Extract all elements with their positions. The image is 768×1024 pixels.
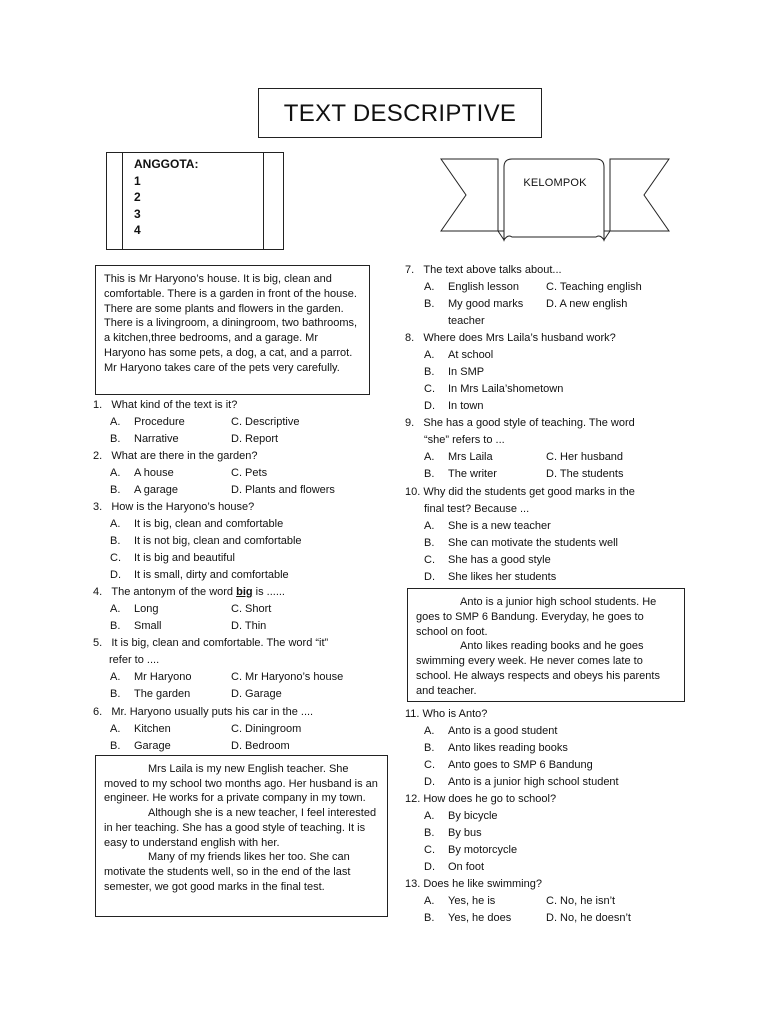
question-text-end: is ...... [252, 586, 285, 598]
option-d[interactable]: In town [448, 400, 484, 412]
question-text: Mr. Haryono usually puts his car in the .... [111, 706, 314, 718]
option-b[interactable]: It is not big, clean and comfortable [134, 535, 302, 547]
question-12 [405, 791, 705, 876]
option-a[interactable]: Long [134, 603, 159, 615]
option-b-continued: teacher [448, 315, 485, 327]
option-d[interactable]: Anto is a junior high school student [448, 776, 619, 788]
option-d[interactable]: She likes her students [448, 571, 557, 583]
question-1 [93, 397, 383, 448]
option-a[interactable]: It is big, clean and comfortable [134, 518, 284, 530]
question-number: 11. [405, 708, 420, 720]
passage-paragraph: Mrs Laila is my new English teacher. She moved to my school two months ago. Her husband is an engineer. He works for a private company in my town. [104, 763, 378, 805]
option-letter: A. [424, 810, 435, 822]
anggota-item: 4 [134, 223, 141, 237]
option-letter: B. [424, 298, 435, 310]
question-number: 2. [93, 450, 103, 462]
question-text: Where does Mrs Laila’s husband work? [423, 332, 616, 344]
option-letter: B. [424, 537, 435, 549]
option-d[interactable]: D. The students [546, 468, 624, 480]
option-letter: B. [424, 827, 435, 839]
question-number: 8. [405, 332, 415, 344]
question-number: 5. [93, 637, 103, 649]
passage-paragraph: Many of my friends likes her too. She can motivate the students well, so in the end of the last semester, we got good marks in the final test. [104, 851, 351, 893]
option-letter: B. [424, 366, 435, 378]
option-b[interactable]: A garage [134, 484, 179, 496]
underlined-word: big [236, 586, 253, 598]
option-a[interactable]: She is a new teacher [448, 520, 551, 532]
option-letter: B. [110, 620, 121, 632]
option-c[interactable]: She has a good style [448, 554, 551, 566]
question-text-continued: “she” refers to ... [424, 434, 505, 446]
option-a[interactable]: A house [134, 467, 174, 479]
option-letter: A. [110, 518, 121, 530]
option-b[interactable]: Garage [134, 740, 171, 752]
option-letter: C. [424, 383, 435, 395]
option-d[interactable]: D. Bedroom [231, 740, 290, 752]
option-c[interactable]: C. Descriptive [231, 416, 300, 428]
option-letter: C. [424, 759, 435, 771]
option-d[interactable]: D. Garage [231, 688, 282, 700]
question-10 [405, 484, 705, 586]
option-c[interactable]: C. Short [231, 603, 272, 615]
question-2 [93, 448, 383, 499]
question-9 [405, 415, 705, 483]
option-c[interactable]: C. Diningroom [231, 723, 302, 735]
question-7 [405, 262, 705, 330]
option-d[interactable]: D. A new english [546, 298, 628, 310]
anggota-item: 1 [134, 173, 141, 188]
option-letter: A. [110, 723, 121, 735]
question-11 [405, 706, 705, 791]
option-letter: A. [110, 603, 121, 615]
option-c[interactable]: C. Her husband [546, 451, 624, 463]
question-text: It is big, clean and comfortable. The word “it” [111, 637, 329, 649]
question-number: 10. [405, 486, 421, 498]
option-b[interactable]: Anto likes reading books [448, 742, 568, 754]
option-letter: A. [424, 725, 435, 737]
question-number: 12. [405, 793, 421, 805]
passage-mrs-laila [95, 755, 388, 917]
anggota-item: 3 [134, 206, 141, 221]
option-d[interactable]: D. Plants and flowers [231, 484, 335, 496]
option-b[interactable]: The writer [448, 468, 497, 480]
option-letter: B. [110, 688, 121, 700]
question-text: Who is Anto? [422, 708, 488, 720]
option-letter: B. [424, 468, 435, 480]
option-c[interactable]: Anto goes to SMP 6 Bandung [448, 759, 593, 771]
option-letter: A. [424, 349, 435, 361]
question-number: 1. [93, 399, 103, 411]
option-letter: D. [110, 569, 121, 581]
question-number: 3. [93, 501, 103, 513]
question-13 [405, 876, 705, 927]
option-letter: B. [110, 433, 121, 445]
option-a[interactable]: By bicycle [448, 810, 498, 822]
question-text: She has a good style of teaching. The word [423, 417, 635, 429]
anggota-label: ANGGOTA: [134, 157, 199, 171]
option-letter: C. [424, 554, 435, 566]
passage-anto [407, 588, 685, 702]
option-letter: A. [424, 281, 435, 293]
option-letter: A. [424, 895, 435, 907]
option-letter: D. [424, 400, 435, 412]
question-text-continued: refer to .... [109, 654, 160, 666]
option-b[interactable]: The garden [134, 688, 191, 700]
option-b[interactable]: Narrative [134, 433, 179, 445]
passage-paragraph: Although she is a new teacher, I feel interested in her teaching. She has a good style of teaching. It is easy to understand english with her. [104, 807, 377, 849]
kelompok-ribbon [440, 158, 670, 250]
option-c[interactable]: C. Mr Haryono’s house [231, 671, 344, 683]
question-text: How does he go to school? [423, 793, 557, 805]
option-a[interactable]: Procedure [134, 416, 185, 428]
question-text: How is the Haryono’s house? [111, 501, 255, 513]
question-text-continued: final test? Because ... [424, 503, 530, 515]
question-5 [93, 635, 383, 703]
passage-paragraph: Anto likes reading books and he goes swimming every week. He never comes late to school. He always respects and obeys his parents and teacher. [416, 640, 660, 697]
question-text: What are there in the garden? [111, 450, 258, 462]
option-b[interactable]: She can motivate the students well [448, 537, 618, 549]
option-letter: B. [424, 912, 435, 924]
option-letter: C. [424, 844, 435, 856]
question-text: The antonym of the word [111, 586, 237, 598]
option-letter: A. [424, 451, 435, 463]
option-d[interactable]: D. No, he doesn’t [546, 912, 631, 924]
option-letter: B. [424, 742, 435, 754]
option-d[interactable]: D. Report [231, 433, 279, 445]
option-c[interactable]: C. Teaching english [546, 281, 642, 293]
question-number: 9. [405, 417, 415, 429]
option-letter: D. [424, 861, 435, 873]
option-c[interactable]: C. Pets [231, 467, 268, 479]
option-a[interactable]: English lesson [448, 281, 519, 293]
kelompok-label: KELOMPOK [523, 177, 587, 189]
option-a[interactable]: Mr Haryono [134, 671, 192, 683]
question-number: 7. [405, 264, 415, 276]
question-text: Does he like swimming? [423, 878, 542, 890]
option-c[interactable]: By motorcycle [448, 844, 518, 856]
option-a[interactable]: Anto is a good student [448, 725, 558, 737]
option-a[interactable]: Kitchen [134, 723, 171, 735]
option-d[interactable]: It is small, dirty and comfortable [134, 569, 289, 581]
option-letter: B. [110, 535, 121, 547]
option-letter: A. [110, 671, 121, 683]
question-text: Why did the students get good marks in the [423, 486, 635, 498]
question-number: 13. [405, 878, 421, 890]
question-number: 6. [93, 706, 103, 718]
option-b[interactable]: By bus [448, 827, 482, 839]
option-letter: D. [424, 776, 435, 788]
option-a[interactable]: Mrs Laila [448, 451, 493, 463]
option-c[interactable]: In Mrs Laila’shometown [448, 383, 564, 395]
option-b[interactable]: Yes, he does [448, 912, 512, 924]
option-b[interactable]: Small [134, 620, 162, 632]
question-4 [93, 584, 383, 635]
option-letter: B. [110, 484, 121, 496]
anggota-list [134, 156, 198, 239]
anggota-item: 2 [134, 190, 141, 204]
option-a[interactable]: At school [448, 349, 494, 361]
option-d[interactable]: D. Thin [231, 620, 267, 632]
question-6 [93, 704, 383, 755]
option-c[interactable]: C. No, he isn’t [546, 895, 616, 907]
question-text: The text above talks about... [423, 264, 562, 276]
option-letter: B. [110, 740, 121, 752]
question-3 [93, 499, 383, 584]
passage-paragraph: Anto is a junior high school students. He goes to SMP 6 Bandung. Everyday, he goes to school on foot. [416, 596, 657, 638]
option-letter: A. [110, 416, 121, 428]
passage-haryono: This is Mr Haryono’s house. It is big, clean and comfortable. There is a garden in front of the house. There are some plants and flowers in the garden. There is a livingroom, a diningroom, two bathrooms, a kitchen,three bedrooms, and a garage. Mr Haryono has some pets, a dog, a cat, and a parrot. Mr Haryono takes care of the pets very carefully. [95, 265, 370, 395]
option-letter: D. [424, 571, 435, 583]
option-letter: A. [110, 467, 121, 479]
option-letter: A. [424, 520, 435, 532]
question-8 [405, 330, 705, 415]
ribbon-graphic [440, 158, 670, 244]
option-letter: C. [110, 552, 121, 564]
option-c[interactable]: It is big and beautiful [134, 552, 235, 564]
option-a[interactable]: Yes, he is [448, 895, 496, 907]
option-b[interactable]: In SMP [448, 366, 485, 378]
option-d[interactable]: On foot [448, 861, 485, 873]
question-number: 4. [93, 586, 103, 598]
option-b[interactable]: My good marks [448, 298, 524, 310]
question-text: What kind of the text is it? [111, 399, 238, 411]
page-title: TEXT DESCRIPTIVE [258, 88, 542, 138]
